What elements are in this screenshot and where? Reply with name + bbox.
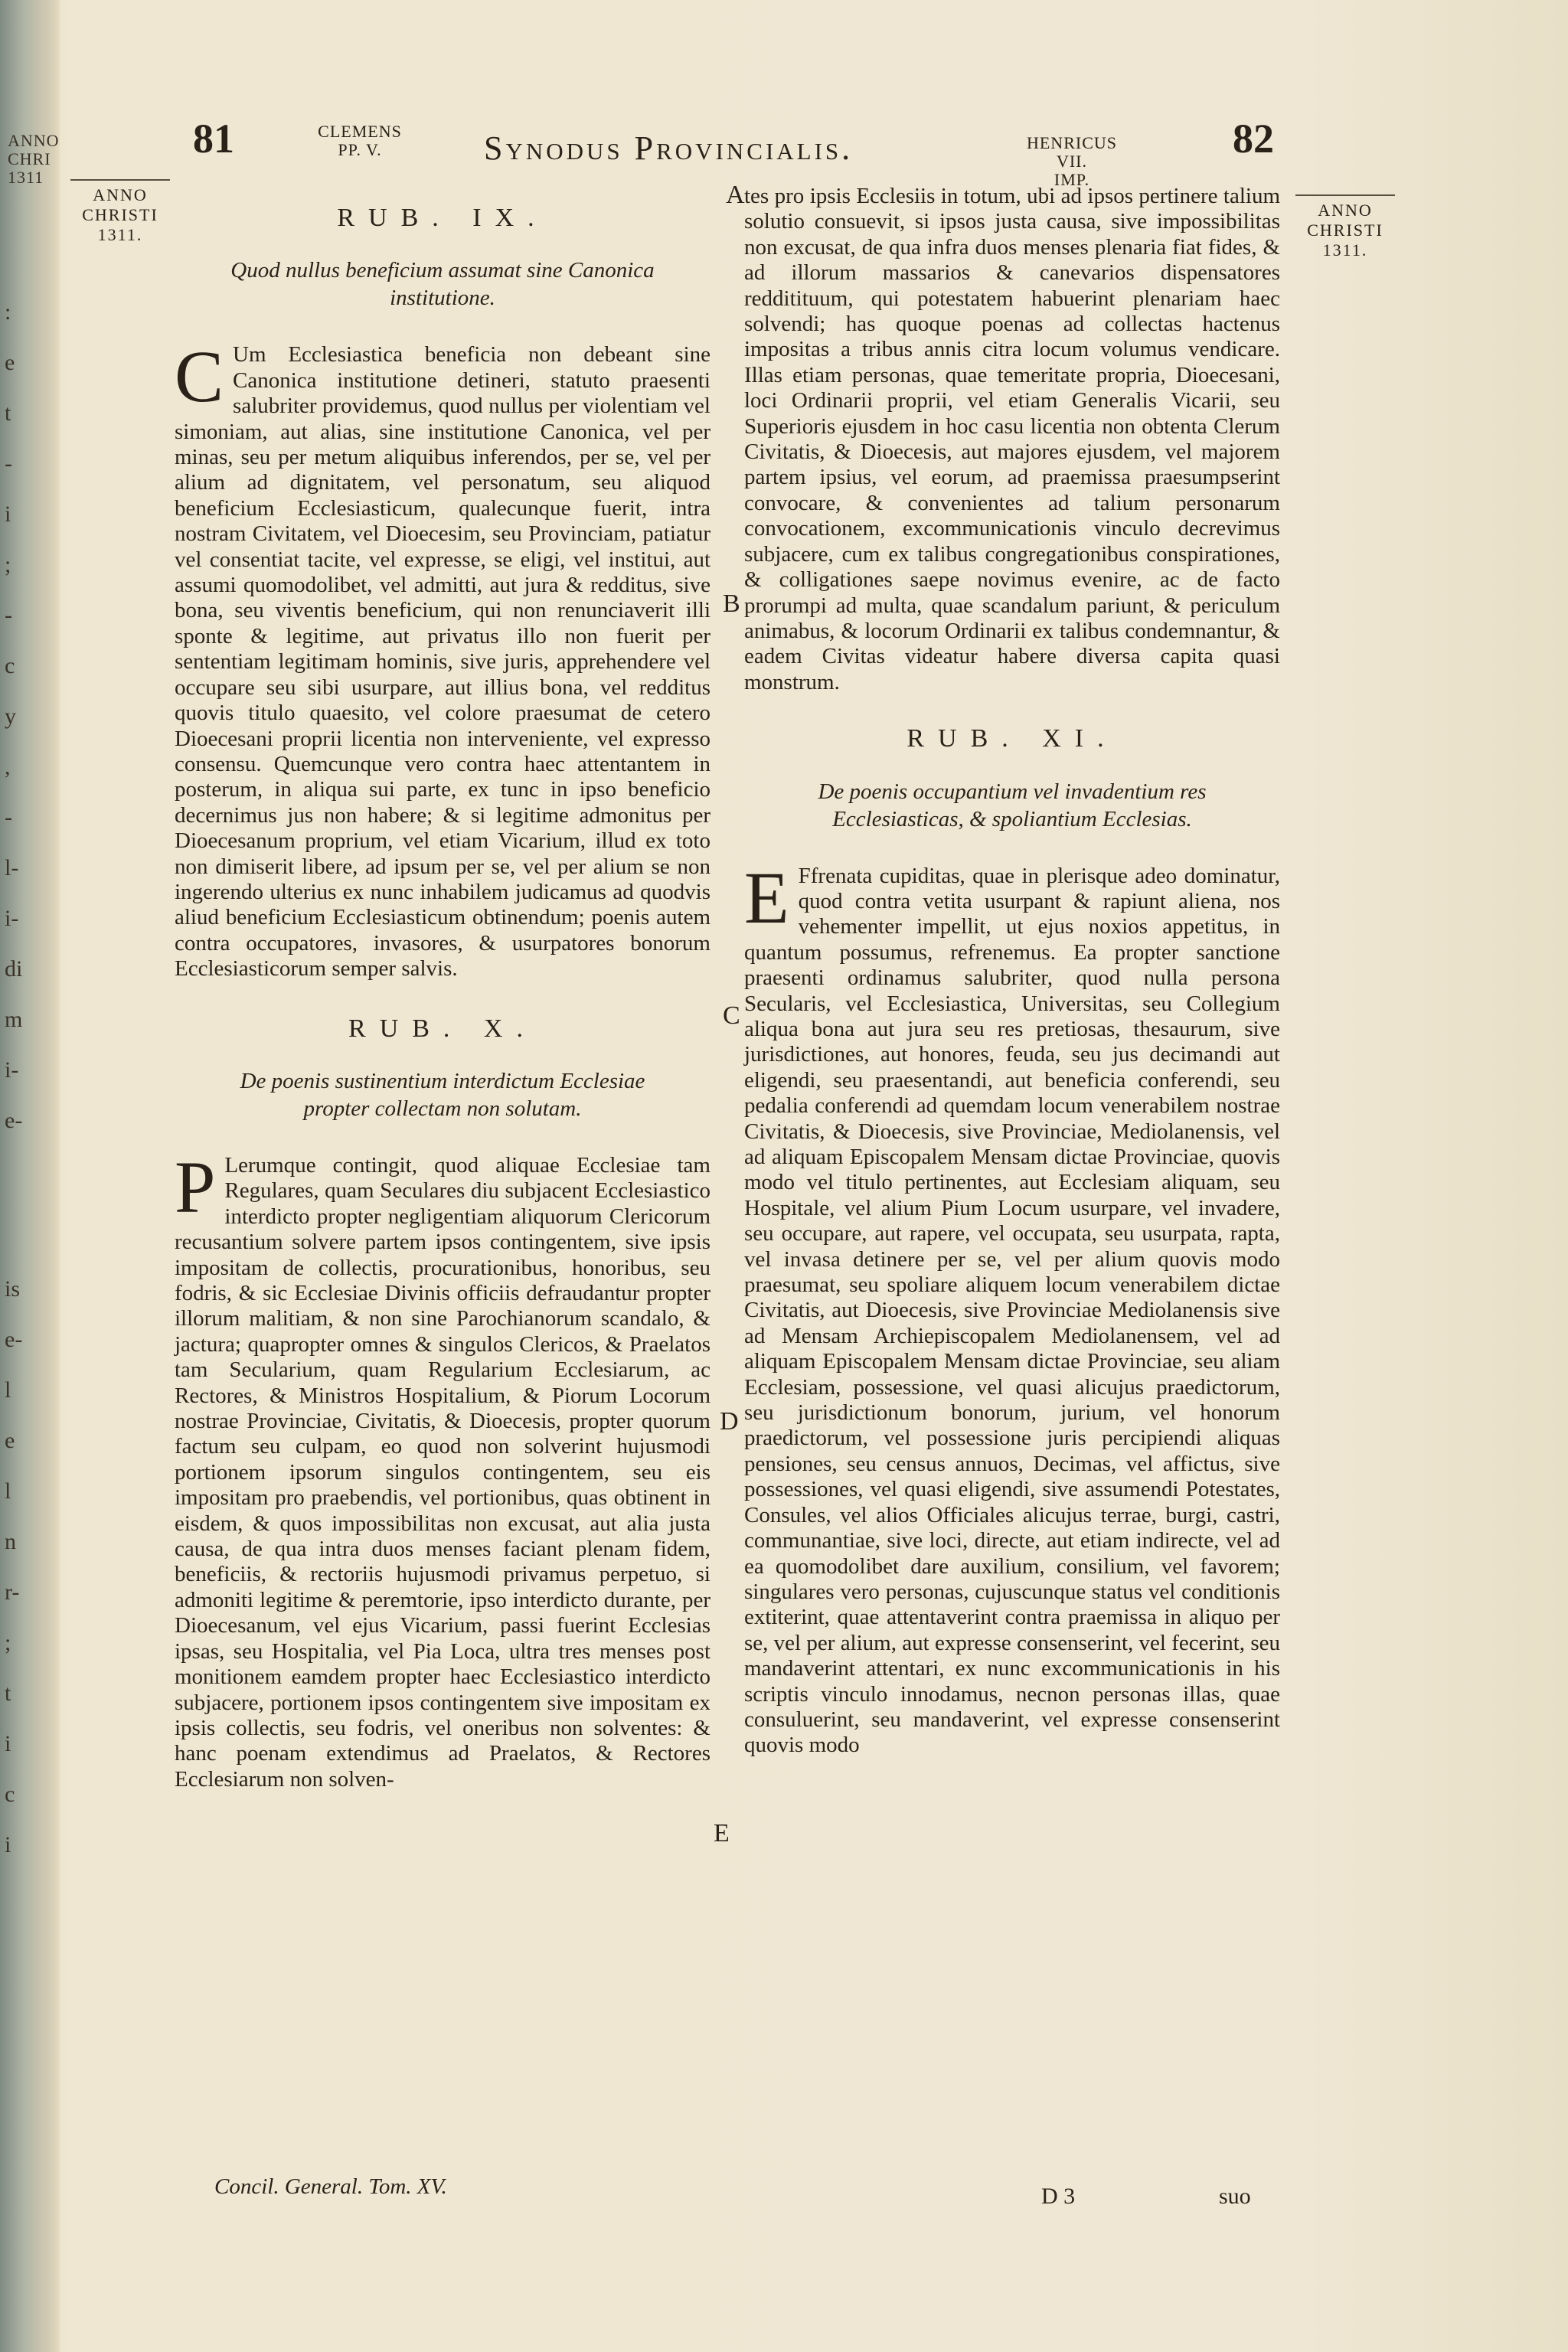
gutter-fragment: t xyxy=(5,1681,11,1706)
rub-ix-dropcap: C xyxy=(175,335,224,418)
rub-xi-text: E Ffrenata cupiditas, quae in plerisque adeo dominatur, quod contra vetita usurpant & rapiunt aliena, nos vehementer impellit, ut ejus noxios appetitus, in quantum possumus, refrenemus. Ea propter sanctione praesenti ordinamus salubriter, quod nulla persona Secularis, vel Ecclesiastica, Universitas, seu Collegium aliqua bona aut jura seu res pretiosas, thesaurum, sive jurisdictiones, aut honores, feuda, seu jus decimandi aut eligendi, seu praesentandi, aut beneficia conferendi, seu pedalia conferendi ad quemdam locum venerabilem nostrae Civitatis, & Dioecesis, sive Provinciae, Mediolanensis, vel ad aliquam Episcopalem Mensam dictae Provinciae, quovis modo vel titulo pertinentes, aut Ecclesiam aliquam, seu Hospitale, vel alium Pium Locum usurpare, vel invadere, seu occupare, aut rapere, vel occupata, seu usurpata, rapta, vel invasa detinere per se, vel per alium quovis modo praesumat, seu spoliare aliquem locum venerabilem dictae Civitatis, aut Dioecesis, sive Provinciae Mediolanensis sive ad Mensam Archiepiscopalem Mediolanensem, vel ad aliquam Episcopalem Mensam dictae Provinciae, seu aliam Ecclesiam, possessione, vel quasi alicujus praedictorum, seu jurisdictionum bonorum, jurium, vel honorum praedictorum, vel possessione juris percipiendi aliquas pensiones, seu census annuos, Decimas, vel affictus, sive possessiones, vel quasi eligendi, sive assumendi Potestates, Consules, vel alios Officiales alicujus terrae, burgi, castri, communantiae, sive loci, directe, aut etiam indirecte, vel ad ea quomodolibet dare auxilium, consilium, vel favorem; singulares vero personas, cujuscunque status vel conditionis extiterint, quae attentaverint contra praemissa in aliquo per se, vel per alium, aut expresse consenserint, vel fecerint, seu mandaverint attentari, ex nunc excommunicationis in his scriptis vinculo innodamus, necnon personas illas, quae consuluerint, seu mandaverint, vel expresse consenserint quovis modo xyxy=(744,856,1280,1758)
gutter-fragment: - xyxy=(5,603,12,628)
gutter-fragment: is xyxy=(5,1276,21,1302)
gutter-fragment: l xyxy=(5,1478,11,1504)
gutter-fragment: ; xyxy=(5,1630,11,1655)
gutter-fragment: , xyxy=(5,754,11,779)
margin-letter-e: E xyxy=(714,1819,730,1847)
gutter-fragment: l- xyxy=(5,855,19,880)
rub-xi-title: De poenis occupantium vel invadentium res Ecclesiasticas, & spoliantium Ecclesias. xyxy=(818,779,1207,831)
running-title: Synodus Provincialis. xyxy=(484,129,854,167)
gutter-fragment: i xyxy=(5,501,11,527)
right-column xyxy=(744,184,1280,1769)
right-page-number: 82 xyxy=(1233,116,1274,162)
rub-x-text-left: P Lerumque contingit, quod aliquae Ecclesiae tam Regulares, quam Seculares diu subjacent Ecclesiastico interdicto propter negligentiam aliquorum Clericorum recusantium solvere partem ipsos contingentem, sive ipsis impositam de collectis, procurationibus, honoribus, seu fodris, & sic Ecclesiae Divinis officiis defraudantur propter illorum malitiam, & non sine Parochianorum scandalo, & jactura; quapropter omnes & singulos Clericos, & Praelatos tam Secularium, quam Regularium Ecclesiarum, ac Rectores, & Ministros Hospitalium, & Piorum Locorum nostrae Provinciae, Civitatis, & Dioecesis, propter quorum factum seu culpam, eo quod non solverint hujusmodi portionem ipsorum singulos contingentem, seu eis impositam pro praebendis, vel portionibus, quas obtinent in eisdem, & quos impossibilitas non excusat, aut alia justa causa, de qua intra duos menses faciant plenam fidem, beneficiis, & rectoriis hujusmodi privamus perpetuo, si admoniti legitime & peremtorie, ipso interdicto durante, per Dioecesanum, vel ejus Vicarium, passi fuerint Ecclesias ipsas, seu Hospitalia, vel Pia Loca, ultra tres menses post monitionem eamdem propter haec Ecclesiastico interdicto subjacere, portionem ipsos contingentem sive impositam ex ipsis collectis, seu fodris, vel oneribus non solventes: & hanc poenam extendimus ad Praelatos, & Rectores Ecclesiarum non solven- xyxy=(175,1145,710,1792)
catchword: suo xyxy=(1219,2184,1251,2209)
gutter-fragment: - xyxy=(5,451,12,476)
rub-x-dropcap: P xyxy=(175,1145,216,1228)
margin-letter-a: A xyxy=(726,181,745,209)
rub-ix-title: Quod nullus beneficium assumat sine Canonica institutione. xyxy=(230,258,655,311)
rub-x-heading: RUB. X. xyxy=(348,1014,537,1043)
gutter-fragment: i xyxy=(5,1731,11,1756)
gutter-fragment: l xyxy=(5,1377,11,1403)
gutter-fragment: e- xyxy=(5,1327,23,1352)
gutter-fragment: c xyxy=(5,1782,15,1807)
gutter-fragment: di xyxy=(5,956,23,982)
rub-x-title: De poenis sustinentium interdictum Ecclesiae propter collectam non solutam. xyxy=(240,1068,645,1121)
gutter-fragment: - xyxy=(5,805,12,830)
gutter-fragment: m xyxy=(5,1007,23,1032)
gutter-fragment: t xyxy=(5,400,11,426)
rub-x-text-right: tes pro ipsis Ecclesiis in totum, ubi ad ipsos pertinere talium solutio consuevit, si ipsos justa causa, sive impossibilitas non excusat, de qua infra duos menses plenaria fiat fides, & ad illorum massarios & canevarios dispensatores redditituum, qui potestatem habuerint plenariam haec solvendi; has quoque poenas ad collectas hactenus impositas a tribus annis citra locum volumus vendicare. Illas etiam personas, quae temeritate propria, Dioecesani, loci Ordinarii proprii, vel etiam Generalis Vicarii, seu Superioris ejusdem in hoc casu licentia non obtenta Clerum Civitatis, & Dioecesis, aut majores ejusdem, vel majorem partem ipsius, vel eorum, ad praemissa praesumpserint convocare, & convenientes ad talium personarum convocationem, excommunicationis vinculo decrevimus subjacere, cum ex talibus congregationibus conspirationes, & colligationes saepe novimus evenire, ac de facto prorumpi ad multa, quae scandalum pariunt, & periculum animabus, & locorum Ordinarii ex talibus condemnantur, & eadem Civitas videatur habere diversa capita quasi monstrum. xyxy=(744,184,1280,694)
gutter-fragment: i- xyxy=(5,1057,19,1083)
gutter-fragment: r- xyxy=(5,1579,20,1605)
footer-volume: Concil. General. Tom. XV. xyxy=(214,2174,447,2199)
left-running-head: CLEMENS PP. V. xyxy=(318,122,402,159)
gutter-fragment: i- xyxy=(5,906,19,931)
gutter-fragment: i xyxy=(5,1832,11,1857)
rub-xi-dropcap: E xyxy=(744,856,789,939)
signature-mark: D 3 xyxy=(1041,2184,1076,2209)
right-running-head: HENRICUS VII. IMP. xyxy=(1026,133,1117,189)
gutter-fragment: ; xyxy=(5,552,11,577)
gutter-fragment: e xyxy=(5,1428,15,1453)
left-page-number: 81 xyxy=(193,116,234,162)
margin-letter-d: D xyxy=(720,1407,739,1436)
gutter-fragment: n xyxy=(5,1529,16,1554)
left-year-note: ANNO CHRISTI 1311. xyxy=(70,179,170,245)
left-column xyxy=(175,191,710,1803)
gutter-fragment: e xyxy=(5,350,15,375)
rub-ix-heading: RUB. IX. xyxy=(337,204,548,232)
gutter-year-note: ANNO CHRI 1311 xyxy=(8,131,60,187)
rub-xi-heading: RUB. XI. xyxy=(906,724,1118,753)
right-year-note: ANNO CHRISTI 1311. xyxy=(1295,194,1395,260)
gutter-fragment: y xyxy=(5,704,16,729)
margin-letter-b: B xyxy=(723,590,740,618)
gutter-fragment: c xyxy=(5,653,15,678)
rub-ix-text: C Um Ecclesiastica beneficia non debeant sine Canonica institutione detineri, statuto praesenti salubriter providemus, quod nullus per violentiam vel simoniam, aut alias, sine institutione Canonica, vel per minas, seu per metum aliquibus inferendos, per se, vel per alium ad dignitatem, vel personatum, seu aliquod beneficium Ecclesiasticum, qualecunque fuerit, intra nostram Civitatem, vel Dioecesim, seu Provinciam, patiatur vel consentiat tacite, vel expresse, se eligi, vel institui, aut assumi quomodolibet, vel admitti, aut jura & redditus, sive bona, seu viventis beneficium, qui non renunciaverit illi sponte & legitime, aut privatus illo non fuerit per sententiam legitimam hominis, sive juris, apprehendere vel occupare seu sibi usurpare, aut illius bona, vel redditus quovis titulo quaesito, vel colore praesumat de cetero Dioecesani proprii licentia non interveniente, vel expresso consensu. Quemcunque vero contra haec attentantem in posterum, in aliqua sui parte, ex tunc in ipso beneficio decernimus jus non habere; & si legitime admonitus per Dioecesanum proprium, vel etiam Vicarium, illud ex toto non dimiserit libere, ad ipsum per se, vel per alium se non ingerendo ulterius ex nunc inhabilem judicamus ad quodvis aliud beneficium Ecclesiasticum obtinendum; poenis autem contra occupatores, invasores, & usurpatores bonorum Ecclesiasticorum semper salvis. xyxy=(175,335,710,982)
margin-letter-c: C xyxy=(723,1001,740,1030)
gutter-fragment: : xyxy=(5,299,11,325)
adjacent-page-gutter xyxy=(0,0,60,2352)
gutter-fragment: e- xyxy=(5,1108,23,1133)
